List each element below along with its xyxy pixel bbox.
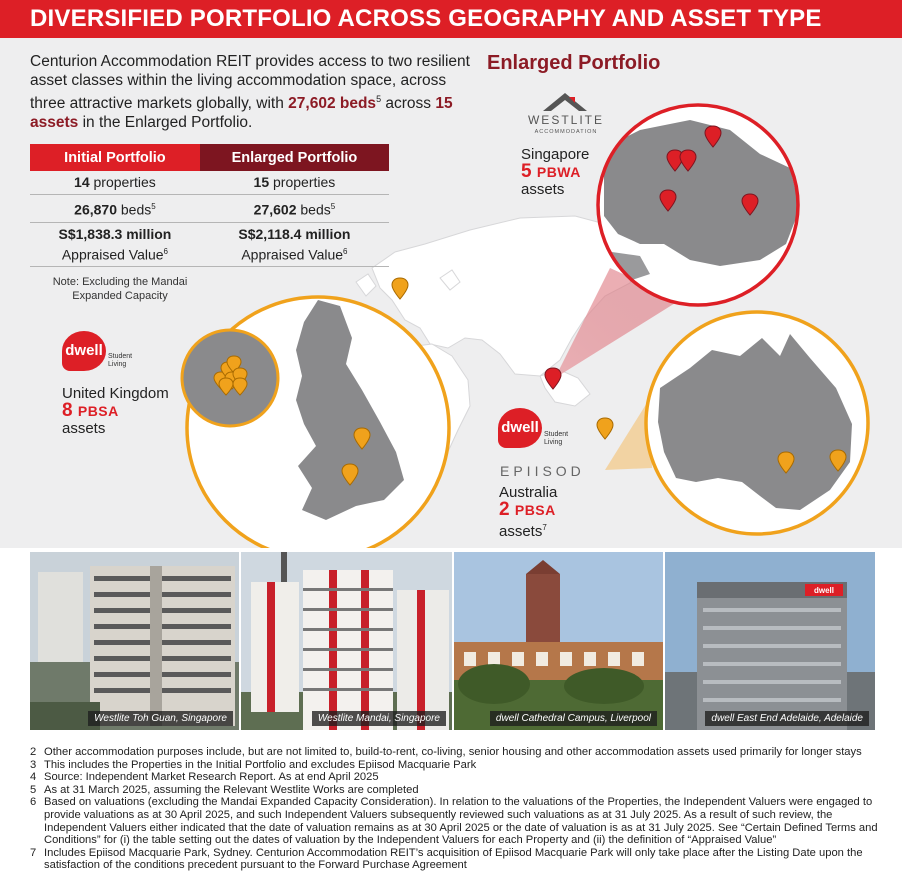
portfolio-panel [0,38,902,548]
enlarged-portfolio-header: Enlarged Portfolio [200,144,389,171]
building-image [454,552,663,730]
table-row [30,195,389,223]
table-cell: S$2,118.4 million Appraised Value$^6$ [200,222,389,267]
epiisod-logo: EPIISOD [500,463,585,479]
building-sign: dwell [813,586,835,595]
westlite-logo-text: WESTLITE [527,113,604,127]
dwell-logo-uk: dwell [62,331,106,371]
footnote: 4 Source: Independent Market Research Report. As at end April 2025 [30,771,379,784]
intro-paragraph: Centurion Accommodation REIT provides access to two resilient asset classes within the living accommodation space, across three attractive markets globally, with 27,602 beds$^5$ across 15 assets in the Enlarged Portfolio. [30,53,470,132]
footnotes [30,746,880,872]
building-image [30,552,239,730]
australia-label: Australia 2 PBSA assets$^7$ [499,484,558,540]
table-cell: 14 properties [30,171,200,195]
dwell-logo-uk-subtext: Student Living [108,353,133,368]
table-cell: 27,602 beds$^5$ [200,195,389,223]
table-row [30,222,389,267]
building-image [241,552,452,730]
footnote: 3 This includes the Properties in the Initial Portfolio and excludes Epiisod Macquarie Park [30,758,477,771]
singapore-map-circle [598,105,800,305]
footnote: 5 As at 31 March 2025, assuming the Relevant Westlite Works are completed [30,783,419,796]
australia-map-circle [646,312,868,534]
uk-label: United Kingdom 8 PBSA assets [62,385,169,437]
footnote: 7 Includes Epiisod Macquarie Park, Sydney. Centurion Accommodation REIT’s acquisition of Epiisod Macquarie Park will only take place after the Listing Date upon the satisfaction of the conditions precedent pursuant to the Forward Purchase Agreement [30,846,863,872]
initial-portfolio-header: Initial Portfolio [30,144,200,171]
photo-dwell-east-end-adelaide [665,552,875,730]
enlarged-portfolio-heading: Enlarged Portfolio [487,52,661,74]
photo-caption: Westlite Toh Guan, Singapore [88,711,233,726]
portfolio-table [30,144,389,267]
dwell-logo-australia: dwell [498,408,542,448]
dwell-logo-australia-subtext: Student Living [544,431,569,446]
photo-caption: Westlite Mandai, Singapore [312,711,446,726]
photo-westlite-mandai [241,552,452,730]
page-title: DIVERSIFIED PORTFOLIO ACROSS GEOGRAPHY AND ASSET TYPE [0,0,902,38]
westlite-logo-subtext: ACCOMMODATION [534,129,598,135]
table-row [30,171,389,195]
photo-dwell-cathedral-campus [454,552,663,730]
table-note: Note: Excluding the Mandai Expanded Capacity [52,276,188,302]
table-cell: 26,870 beds$^5$ [30,195,200,223]
footnote: 6 Based on valuations (excluding the Mandai Expanded Capacity Consideration). In relation to the valuations of the Properties, the Independent Valuers were engaged to provide valuations as at 30 April 2025, and such Independent Valuers subsequently reviewed such valuations as at 31 July 2025. As a result of such review, the Independent Valuers either indicated that the date of valuation remains as at 30 April 2025 or the date of valuation is as at 31 July 2025. See “Certain Defined Terms and Conditions” for (i) the table setting out the dates of valuation by the Independent Valuers for each Property and (ii) the definition of “Appraised Value” [30,796,878,847]
footnote: 2 Other accommodation purposes include, but are not limited to, build-to-rent, co-living, senior housing and other accommodation assets used primarily for longer stays [30,746,862,758]
photo-westlite-toh-guan [30,552,239,730]
photo-caption: dwell East End Adelaide, Adelaide [705,711,869,726]
singapore-label: Singapore 5 PBWA assets [521,146,590,198]
table-cell: 15 properties [200,171,389,195]
photo-caption: dwell Cathedral Campus, Liverpool [490,711,657,726]
table-cell: S$1,838.3 million Appraised Value$^6$ [30,222,200,267]
westlite-logo-icon [543,93,587,111]
building-image [665,552,875,730]
property-photos [30,552,875,730]
